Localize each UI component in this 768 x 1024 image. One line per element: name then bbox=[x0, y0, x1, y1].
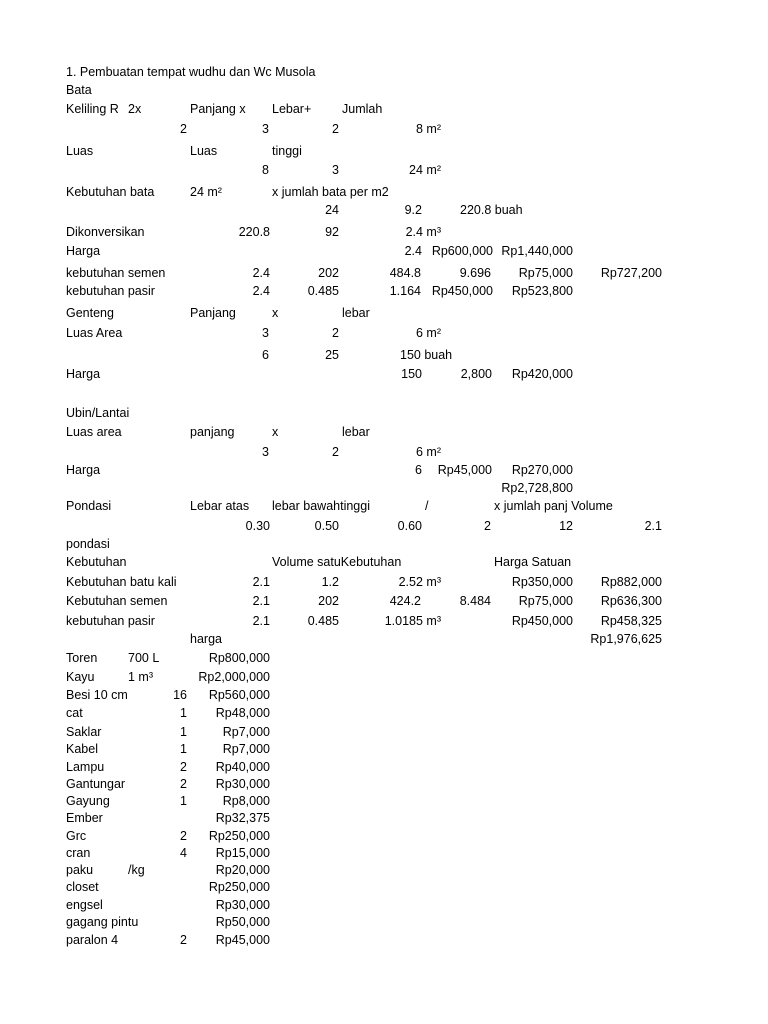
sheet-cell[interactable]: 8 bbox=[262, 163, 269, 177]
sheet-cell[interactable]: Ubin/Lantai bbox=[66, 406, 130, 420]
sheet-cell[interactable]: 25 bbox=[325, 348, 339, 362]
sheet-cell[interactable]: 2 bbox=[484, 519, 491, 533]
sheet-cell[interactable]: Rp250,000 bbox=[208, 880, 270, 894]
sheet-cell[interactable]: Rp8,000 bbox=[222, 794, 270, 808]
sheet-cell[interactable]: 0.50 bbox=[314, 519, 339, 533]
sheet-cell[interactable]: 2.52 m³ bbox=[398, 575, 441, 589]
sheet-cell[interactable]: Rp270,000 bbox=[511, 463, 573, 477]
sheet-cell[interactable]: Luas bbox=[190, 144, 218, 158]
sheet-cell[interactable]: 202 bbox=[318, 594, 339, 608]
sheet-cell[interactable]: 1 bbox=[180, 725, 187, 739]
sheet-cell[interactable]: 150 bbox=[401, 367, 422, 381]
sheet-cell[interactable]: 1 bbox=[180, 794, 187, 808]
sheet-cell[interactable]: harga bbox=[190, 632, 222, 646]
sheet-cell[interactable]: 6 m² bbox=[416, 445, 441, 459]
sheet-cell[interactable]: 484.8 bbox=[389, 266, 421, 280]
sheet-cell[interactable]: 2 bbox=[180, 777, 187, 791]
sheet-cell[interactable]: Rp727,200 bbox=[600, 266, 662, 280]
sheet-cell[interactable]: kebutuhan semen bbox=[66, 266, 166, 280]
sheet-cell[interactable]: Rp40,000 bbox=[215, 760, 270, 774]
sheet-cell[interactable]: 1. Pembuatan tempat wudhu dan Wc Musola bbox=[66, 65, 316, 79]
sheet-cell[interactable]: Rp1,976,625 bbox=[590, 632, 662, 646]
sheet-cell[interactable]: 16 bbox=[173, 688, 187, 702]
sheet-cell[interactable]: 24 m² bbox=[190, 185, 222, 199]
sheet-cell[interactable]: 1 bbox=[180, 742, 187, 756]
sheet-cell[interactable]: cran bbox=[66, 846, 91, 860]
sheet-cell[interactable]: 2 bbox=[180, 933, 187, 947]
sheet-cell[interactable]: Rp2,000,000 bbox=[198, 670, 270, 684]
sheet-cell[interactable]: Rp800,000 bbox=[208, 651, 270, 665]
sheet-cell[interactable]: Rp1,440,000 bbox=[501, 244, 573, 258]
sheet-cell[interactable]: gagang pintu bbox=[66, 915, 139, 929]
sheet-cell[interactable]: Genteng bbox=[66, 306, 114, 320]
sheet-cell[interactable]: Rp636,300 bbox=[600, 594, 662, 608]
sheet-cell[interactable]: Rp560,000 bbox=[208, 688, 270, 702]
sheet-cell[interactable]: 3 bbox=[262, 326, 269, 340]
sheet-cell[interactable]: 0.485 bbox=[307, 284, 339, 298]
sheet-cell[interactable]: 6 m² bbox=[416, 326, 441, 340]
sheet-cell[interactable]: 2 bbox=[332, 445, 339, 459]
sheet-cell[interactable]: Panjang x bbox=[190, 102, 246, 116]
sheet-cell[interactable]: Lebar+ bbox=[272, 102, 312, 116]
sheet-cell[interactable]: Harga bbox=[66, 244, 101, 258]
sheet-cell[interactable]: 2.4 bbox=[252, 266, 270, 280]
sheet-cell[interactable]: Pondasi bbox=[66, 499, 112, 513]
sheet-cell[interactable]: Rp450,000 bbox=[431, 284, 493, 298]
sheet-cell[interactable]: Rp250,000 bbox=[208, 829, 270, 843]
sheet-cell[interactable]: Luas Area bbox=[66, 326, 123, 340]
sheet-cell[interactable]: 2.4 bbox=[404, 244, 422, 258]
sheet-cell[interactable]: Rp15,000 bbox=[215, 846, 270, 860]
sheet-cell[interactable]: 424.2 bbox=[389, 594, 421, 608]
sheet-cell[interactable]: Rp48,000 bbox=[215, 706, 270, 720]
sheet-cell[interactable]: 0.485 bbox=[307, 614, 339, 628]
sheet-cell[interactable]: 2 bbox=[332, 326, 339, 340]
sheet-cell[interactable]: Rp7,000 bbox=[222, 725, 270, 739]
sheet-cell[interactable]: Harga Satuan bbox=[494, 555, 572, 569]
sheet-cell[interactable]: 0.30 bbox=[245, 519, 270, 533]
sheet-cell[interactable]: tinggi bbox=[272, 144, 302, 158]
sheet-cell[interactable]: 1.164 bbox=[389, 284, 421, 298]
sheet-cell[interactable]: Rp450,000 bbox=[511, 614, 573, 628]
sheet-cell[interactable]: Rp45,000 bbox=[215, 933, 270, 947]
sheet-cell[interactable]: Rp75,000 bbox=[518, 266, 573, 280]
sheet-cell[interactable]: 1 bbox=[180, 706, 187, 720]
sheet-cell[interactable]: lebar bawahtinggi bbox=[272, 499, 370, 513]
sheet-cell[interactable]: Kebutuhan bbox=[66, 555, 127, 569]
sheet-cell[interactable]: kebutuhan pasir bbox=[66, 614, 155, 628]
sheet-cell[interactable]: 3 bbox=[332, 163, 339, 177]
sheet-cell[interactable]: Rp458,325 bbox=[600, 614, 662, 628]
sheet-cell[interactable]: 8.484 bbox=[459, 594, 491, 608]
sheet-cell[interactable]: Rp30,000 bbox=[215, 777, 270, 791]
sheet-cell[interactable]: 12 bbox=[559, 519, 573, 533]
sheet-cell[interactable]: Toren bbox=[66, 651, 98, 665]
sheet-cell[interactable]: Rp75,000 bbox=[518, 594, 573, 608]
sheet-cell[interactable]: /kg bbox=[128, 863, 145, 877]
sheet-cell[interactable]: x bbox=[272, 306, 279, 320]
sheet-cell[interactable]: x jumlah bata per m2 bbox=[272, 185, 389, 199]
sheet-cell[interactable]: 24 m² bbox=[409, 163, 441, 177]
sheet-cell[interactable]: Rp523,800 bbox=[511, 284, 573, 298]
sheet-cell[interactable]: panjang bbox=[190, 425, 235, 439]
sheet-cell[interactable]: 4 bbox=[180, 846, 187, 860]
sheet-cell[interactable]: Kebutuhan bata bbox=[66, 185, 155, 199]
sheet-cell[interactable]: Kayu bbox=[66, 670, 95, 684]
sheet-cell[interactable]: Rp32,375 bbox=[215, 811, 270, 825]
sheet-cell[interactable]: 92 bbox=[325, 225, 339, 239]
sheet-cell[interactable]: lebar bbox=[342, 306, 370, 320]
sheet-cell[interactable]: Besi 10 cm bbox=[66, 688, 128, 702]
sheet-cell[interactable]: Luas area bbox=[66, 425, 122, 439]
sheet-cell[interactable]: / bbox=[425, 499, 429, 513]
sheet-cell[interactable]: Rp600,000 bbox=[431, 244, 493, 258]
sheet-cell[interactable]: 6 bbox=[415, 463, 422, 477]
sheet-cell[interactable]: x jumlah panj Volume bbox=[494, 499, 613, 513]
sheet-cell[interactable]: closet bbox=[66, 880, 99, 894]
sheet-cell[interactable]: 700 L bbox=[128, 651, 160, 665]
sheet-cell[interactable]: Gantungar bbox=[66, 777, 126, 791]
sheet-cell[interactable]: 2x bbox=[128, 102, 142, 116]
sheet-cell[interactable]: x bbox=[272, 425, 279, 439]
sheet-cell[interactable]: 2,800 bbox=[460, 367, 492, 381]
sheet-cell[interactable]: 150 buah bbox=[400, 348, 453, 362]
sheet-cell[interactable]: 2 bbox=[180, 760, 187, 774]
sheet-cell[interactable]: Rp350,000 bbox=[511, 575, 573, 589]
sheet-cell[interactable]: Ember bbox=[66, 811, 103, 825]
sheet-cell[interactable]: Saklar bbox=[66, 725, 102, 739]
sheet-cell[interactable]: Harga bbox=[66, 367, 101, 381]
sheet-cell[interactable]: Panjang bbox=[190, 306, 236, 320]
sheet-cell[interactable]: engsel bbox=[66, 898, 103, 912]
sheet-cell[interactable]: 202 bbox=[318, 266, 339, 280]
sheet-cell[interactable]: 0.60 bbox=[397, 519, 422, 533]
sheet-cell[interactable]: 2.1 bbox=[644, 519, 662, 533]
sheet-cell[interactable]: Kabel bbox=[66, 742, 98, 756]
sheet-cell[interactable]: 1.2 bbox=[321, 575, 339, 589]
sheet-cell[interactable]: Rp45,000 bbox=[437, 463, 492, 477]
sheet-cell[interactable]: 2.1 bbox=[252, 594, 270, 608]
sheet-cell[interactable]: 220.8 bbox=[238, 225, 270, 239]
sheet-cell[interactable]: 2 bbox=[180, 829, 187, 843]
sheet-cell[interactable]: Keliling R bbox=[66, 102, 119, 116]
sheet-cell[interactable]: 2 bbox=[180, 122, 187, 136]
sheet-cell[interactable]: 2.1 bbox=[252, 575, 270, 589]
sheet-cell[interactable]: 3 bbox=[262, 445, 269, 459]
sheet-cell[interactable]: 1.0185 m³ bbox=[384, 614, 441, 628]
sheet-cell[interactable]: Grc bbox=[66, 829, 87, 843]
sheet-cell[interactable]: cat bbox=[66, 706, 83, 720]
sheet-cell[interactable]: 1 m³ bbox=[128, 670, 153, 684]
sheet-cell[interactable]: 24 bbox=[325, 203, 339, 217]
sheet-cell[interactable]: Volume satuKebutuhan bbox=[272, 555, 402, 569]
sheet-cell[interactable]: Kebutuhan semen bbox=[66, 594, 168, 608]
sheet-cell[interactable]: Jumlah bbox=[342, 102, 383, 116]
sheet-cell[interactable]: lebar bbox=[342, 425, 370, 439]
sheet-cell[interactable]: 9.2 bbox=[404, 203, 422, 217]
sheet-cell[interactable]: 9.696 bbox=[459, 266, 491, 280]
sheet-cell[interactable]: Dikonversikan bbox=[66, 225, 145, 239]
sheet-cell[interactable]: Rp2,728,800 bbox=[501, 481, 573, 495]
sheet-cell[interactable]: Rp882,000 bbox=[600, 575, 662, 589]
sheet-cell[interactable]: kebutuhan pasir bbox=[66, 284, 155, 298]
sheet-cell[interactable]: 6 bbox=[262, 348, 269, 362]
sheet-cell[interactable]: Rp30,000 bbox=[215, 898, 270, 912]
sheet-cell[interactable]: Harga bbox=[66, 463, 101, 477]
sheet-cell[interactable]: Bata bbox=[66, 83, 92, 97]
sheet-cell[interactable]: 2.1 bbox=[252, 614, 270, 628]
sheet-cell[interactable]: Lebar atas bbox=[190, 499, 250, 513]
sheet-cell[interactable]: Rp20,000 bbox=[215, 863, 270, 877]
sheet-cell[interactable]: paralon 4 bbox=[66, 933, 119, 947]
sheet-cell[interactable]: paku bbox=[66, 863, 94, 877]
sheet-cell[interactable]: Lampu bbox=[66, 760, 105, 774]
sheet-cell[interactable]: 2.4 m³ bbox=[405, 225, 441, 239]
sheet-cell[interactable]: 3 bbox=[262, 122, 269, 136]
sheet-cell[interactable]: Kebutuhan batu kali bbox=[66, 575, 177, 589]
sheet-cell[interactable]: 8 m² bbox=[416, 122, 441, 136]
sheet-cell[interactable]: Rp7,000 bbox=[222, 742, 270, 756]
sheet-cell[interactable]: Rp420,000 bbox=[511, 367, 573, 381]
sheet-cell[interactable]: 220.8 buah bbox=[460, 203, 523, 217]
sheet-cell[interactable]: 2 bbox=[332, 122, 339, 136]
sheet-cell[interactable]: Luas bbox=[66, 144, 94, 158]
sheet-cell[interactable]: Rp50,000 bbox=[215, 915, 270, 929]
sheet-cell[interactable]: 2.4 bbox=[252, 284, 270, 298]
sheet-cell[interactable]: Gayung bbox=[66, 794, 110, 808]
sheet-cell[interactable]: pondasi bbox=[66, 537, 110, 551]
